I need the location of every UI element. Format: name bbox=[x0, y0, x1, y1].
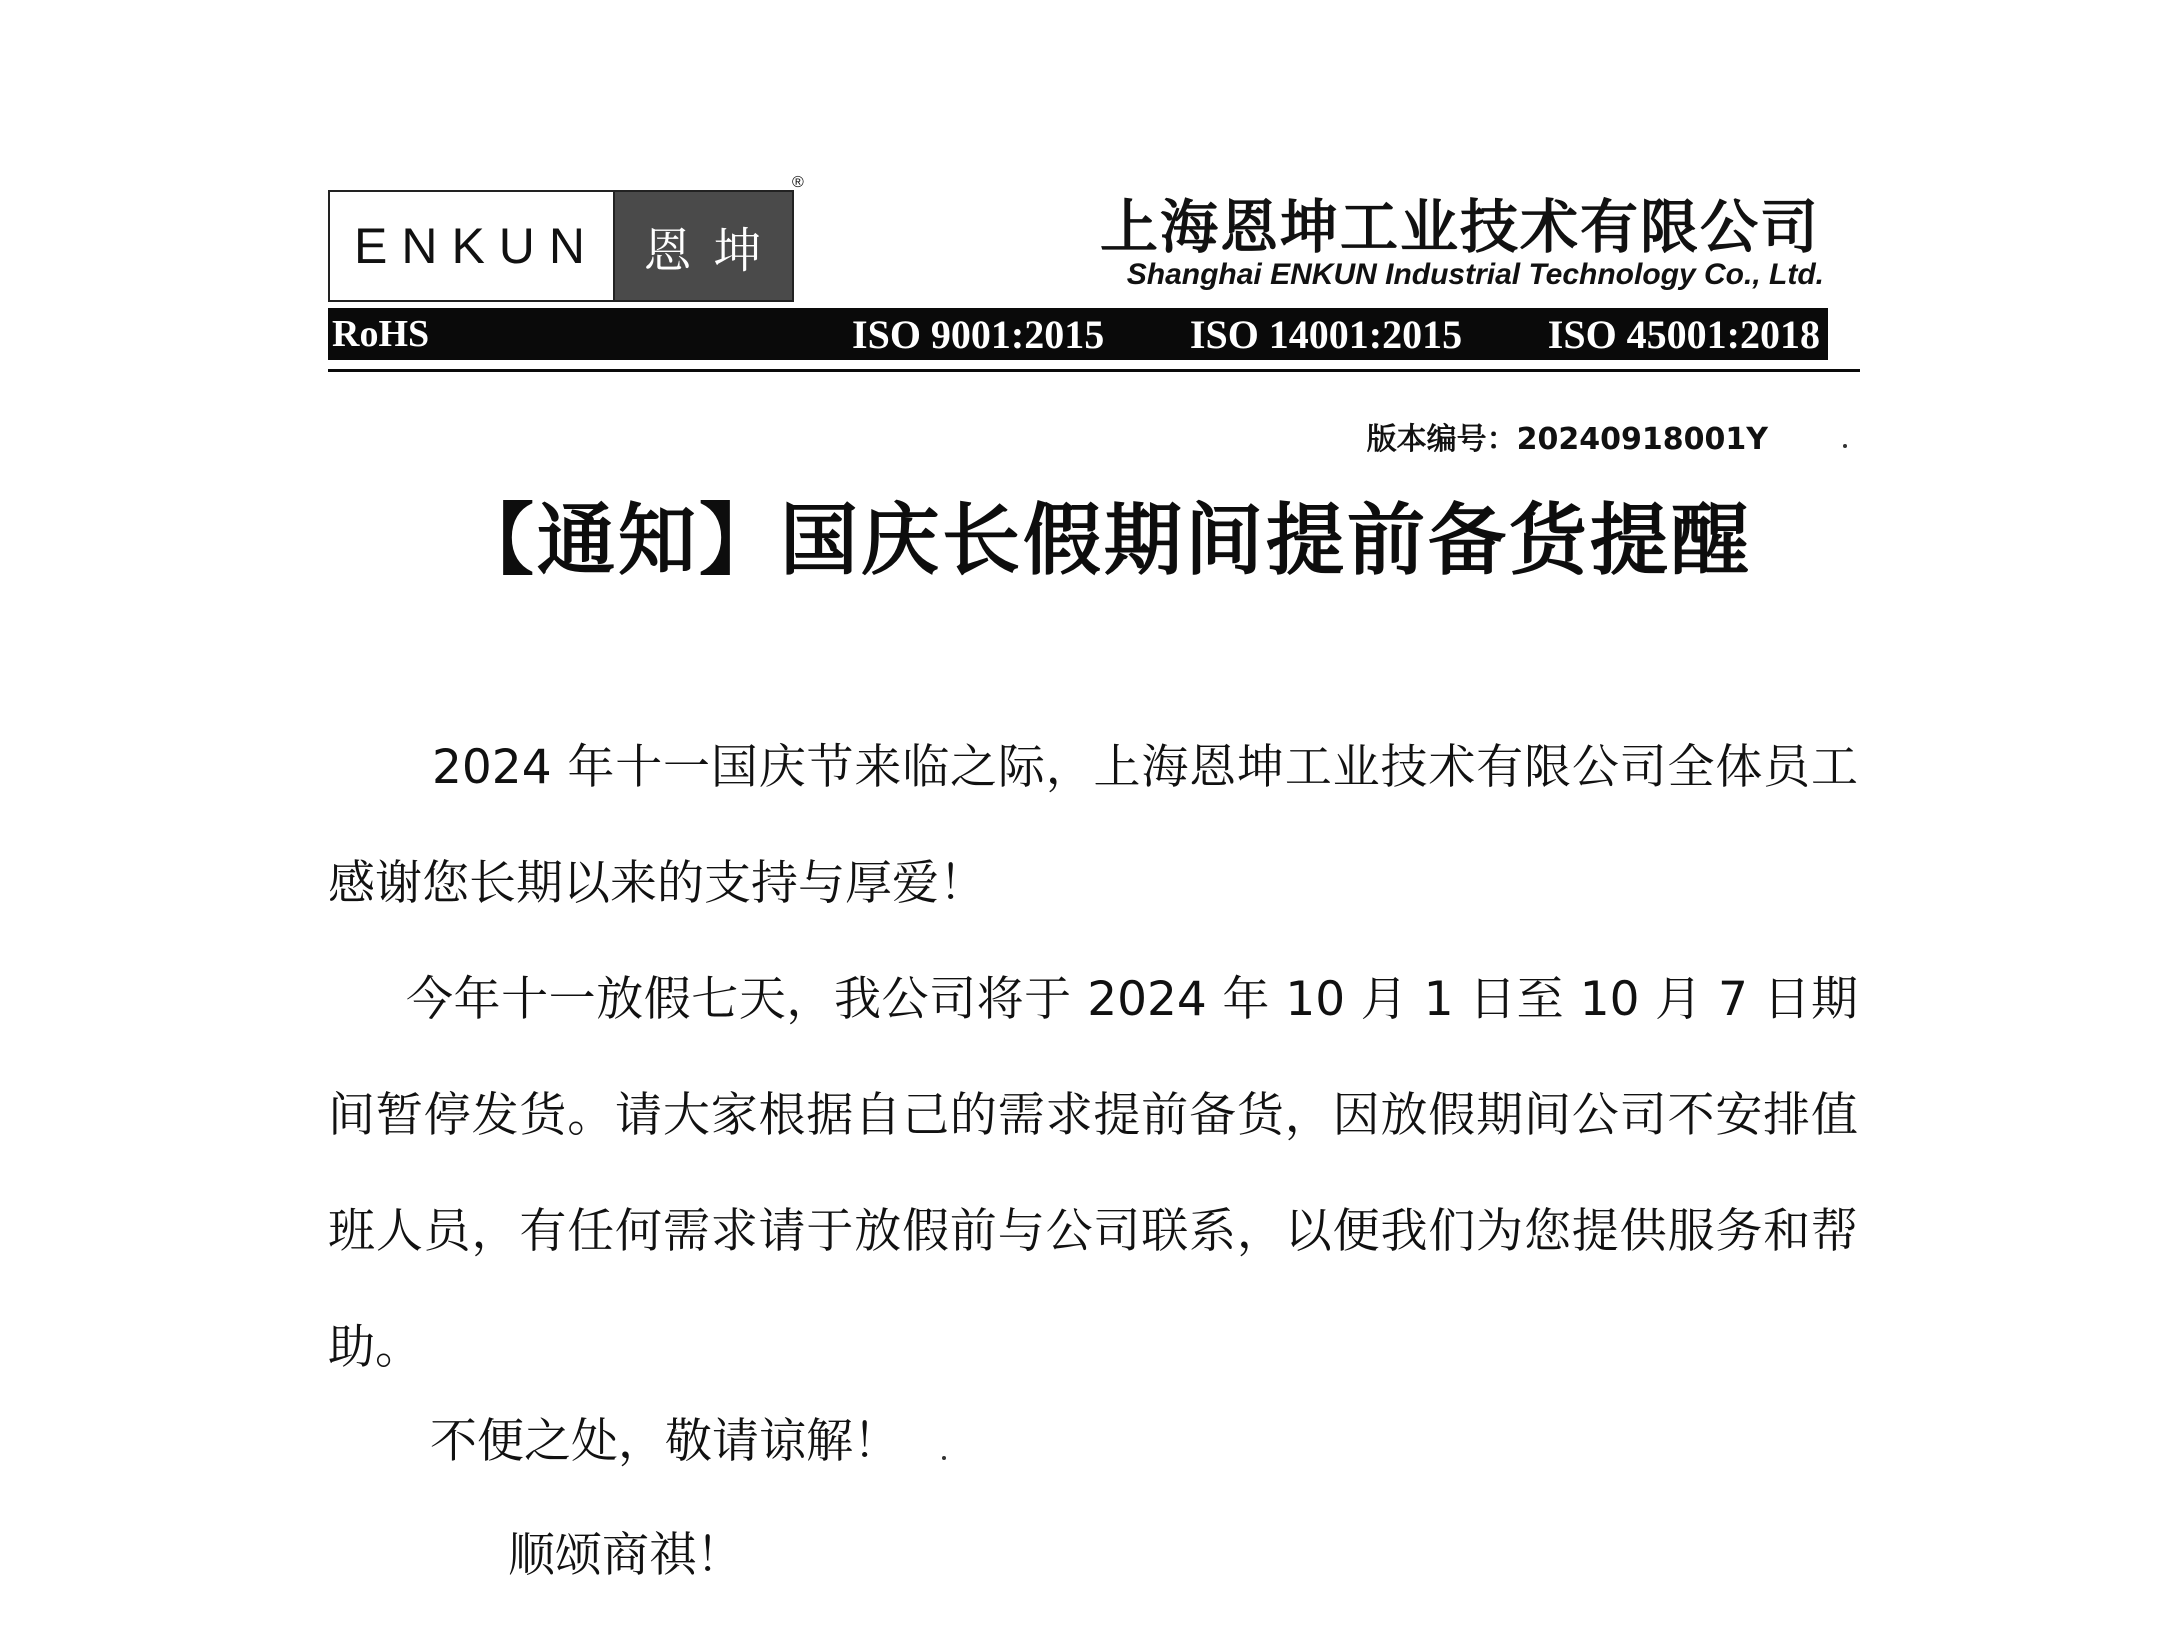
logo-english-text: ENKUN bbox=[330, 192, 615, 300]
paragraph-holiday-schedule: 今年十一放假七天，我公司将于 2024 年 10 月 1 日至 10 月 7 日期间暂停发货。请大家根据自己的需求提前备货，因放假期间公司不安排值班人员，有任何需求请于放假前与公司联系，以便我们为您提供服务和帮助。 bbox=[328, 972, 1858, 1375]
rohs-label: RoHS bbox=[332, 313, 430, 355]
scan-speck bbox=[942, 1456, 946, 1460]
iso-certification-list bbox=[852, 311, 1828, 358]
paragraph-thanks: 2024 年十一国庆节来临之际，上海恩坤工业技术有限公司全体员工感谢您长期以来的支持与厚爱！ bbox=[328, 740, 1858, 911]
closing-greeting: 顺颂商祺！ bbox=[508, 1528, 743, 1583]
notice-body bbox=[328, 710, 1858, 1406]
notice-title: 【通知】国庆长假期间提前备货提醒 bbox=[455, 496, 1752, 586]
scan-speck bbox=[1843, 444, 1847, 448]
iso-9001-label: ISO 9001:2015 bbox=[852, 311, 1105, 357]
company-name-english: Shanghai ENKUN Industrial Technology Co., Ltd. bbox=[1126, 258, 1824, 291]
logo-chinese-text: 恩坤 bbox=[615, 192, 792, 300]
iso-14001-label: ISO 14001:2015 bbox=[1189, 311, 1463, 357]
company-name-chinese: 上海恩坤工业技术有限公司 bbox=[1099, 193, 1820, 261]
registered-trademark-icon: ® bbox=[792, 174, 804, 191]
version-number: 版本编号：20240918001Y bbox=[1366, 422, 1768, 457]
company-logo bbox=[328, 190, 794, 302]
iso-45001-label: ISO 45001:2018 bbox=[1547, 311, 1820, 357]
certification-bar bbox=[328, 308, 1828, 360]
closing-apology: 不便之处，敬请谅解！ bbox=[430, 1414, 900, 1469]
